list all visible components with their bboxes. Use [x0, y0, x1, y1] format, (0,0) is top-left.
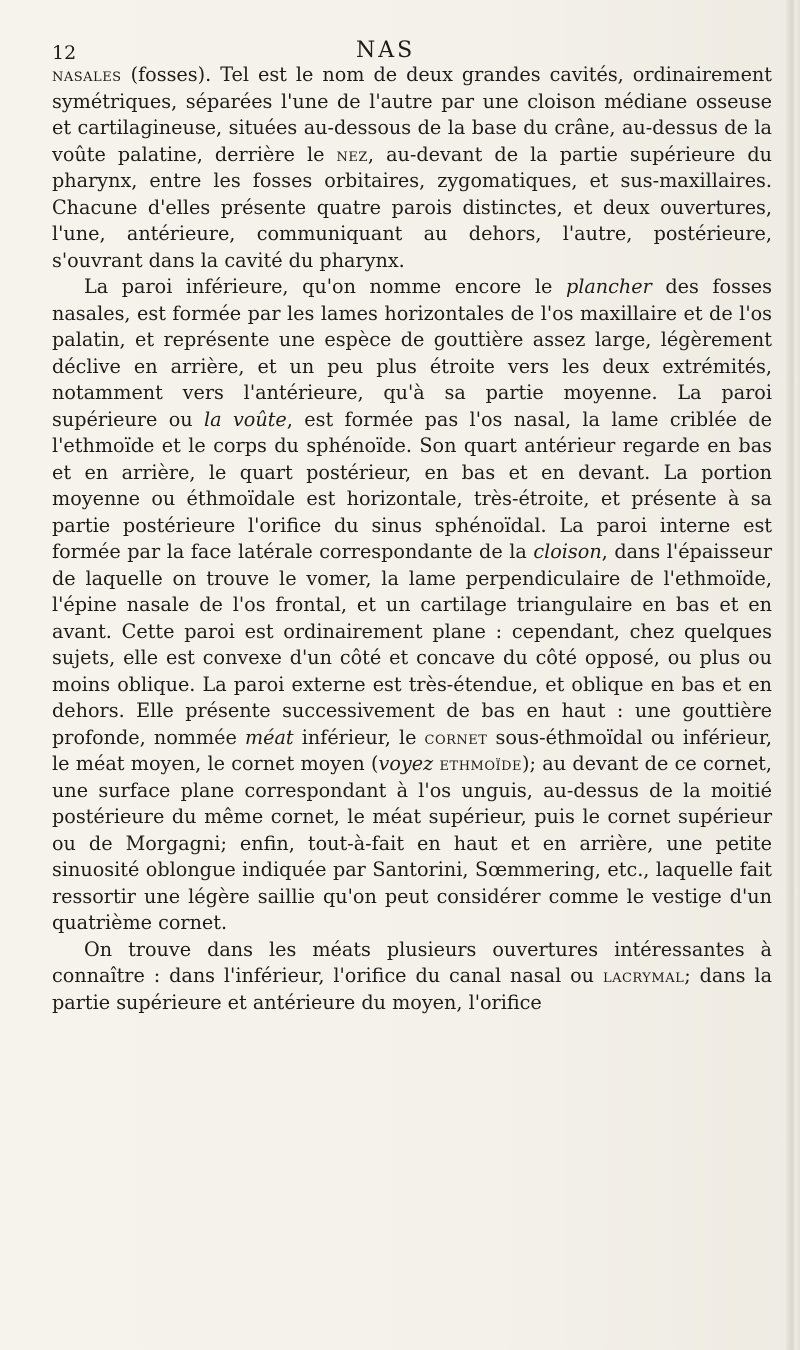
italic-term: voyez: [378, 752, 434, 775]
italic-term: la voûte: [204, 407, 287, 431]
paragraph: [52, 937, 772, 1017]
italic-term: méat: [244, 725, 294, 749]
text-run: On trouve dans les méats plusieurs ouvertures intéressantes à connaître : dans l'inférieur, l'orifice du canal nasal ou: [52, 937, 772, 987]
page-number: 12: [52, 42, 77, 64]
text-run: , au-devant de la partie supérieure du pharynx, entre les fosses orbitaires, zygomatiques, et sus-maxillaires. Chacune d'elles présente quatre parois distinctes, et deux ouvertures, l'une, antérieure, communiquant au dehors, l'autre, postérieure, s'ouvrant dans la cavité du pharynx.: [52, 142, 772, 272]
small-caps-term: lacrymal: [602, 964, 685, 987]
text-run: des fosses nasales, est formée par les lames horizontales de l'os maxillaire et de l'os palatin, et représente une espèce de gouttière assez large, légèrement déclive en arrière, et un peu plus étroite vers les deux extrémités, notamment vers l'antérieure, qu'à sa partie moyenne. La paroi supérieure ou: [52, 275, 772, 431]
running-head: NAS: [356, 38, 416, 63]
text-run: , est formée pas l'os nasal, la lame criblée de l'ethmoïde et le corps du sphénoïde. Son quart antérieur regarde en bas et en arrière, le quart postérieur, en bas et en devant. La portion moyenne ou éthmoïdale est horizontale, très-étroite, et présente à sa partie postérieure l'orifice du sinus sphénoïdal. La paroi interne est formée par la face latérale correspondante de la: [52, 407, 773, 563]
paragraph: [52, 62, 772, 274]
text-run: , dans l'épaisseur de laquelle on trouve le vomer, la lame perpendiculaire de l'ethmoïde, l'épine nasale de l'os frontal, et un cartilage triangulaire en bas et en avant. Cette paroi est ordinairement plane : cependant, chez quelques sujets, elle est convexe d'un côté et concave du côté opposé, ou plus ou moins oblique. La paroi externe est très-étendue, et oblique en bas et en dehors. Elle présente successivement de bas en haut : une gouttière profonde, nommée: [52, 540, 772, 749]
page-edge: [786, 0, 800, 1350]
italic-term: cloison: [533, 540, 602, 563]
text-run: (fosses). Tel est le nom de deux grandes cavités, ordinairement symétriques, séparées l'une de l'autre par une cloison médiane osseuse et cartilagineuse, situées au-dessous de la base du crâne, au-dessus de la voûte palatine, derrière le: [52, 63, 772, 166]
text-run: inférieur, le: [293, 725, 425, 749]
paragraph: [52, 274, 772, 937]
small-caps-term: ethmoïde: [439, 752, 523, 775]
text-run: sous-éthmoïdal ou inférieur, le méat moyen, le cornet moyen (: [52, 725, 772, 775]
text-run: ); au devant de ce cornet, une surface plane correspondant à l'os unguis, au-dessus de la moitié postérieure du même cornet, le méat supérieur, puis le cornet supérieur ou de Morgagni; enfin, tout-à-fait en haut et en arrière, une petite sinuosité oblongue indiquée par Santorini, Sœmmering, etc., laquelle fait ressortir une légère saillie qu'on peut considérer comme le vestige d'un quatrième cornet.: [52, 752, 772, 934]
small-caps-term: cornet: [424, 725, 488, 749]
small-caps-term: nasales: [52, 63, 122, 86]
italic-term: plancher: [565, 275, 652, 298]
small-caps-term: nez: [336, 142, 368, 166]
body-text: [52, 62, 772, 1016]
text-run: ; dans la partie supérieure et antérieure du moyen, l'orifice: [52, 964, 773, 1014]
text-run: La paroi inférieure, qu'on nomme encore le: [84, 275, 566, 298]
